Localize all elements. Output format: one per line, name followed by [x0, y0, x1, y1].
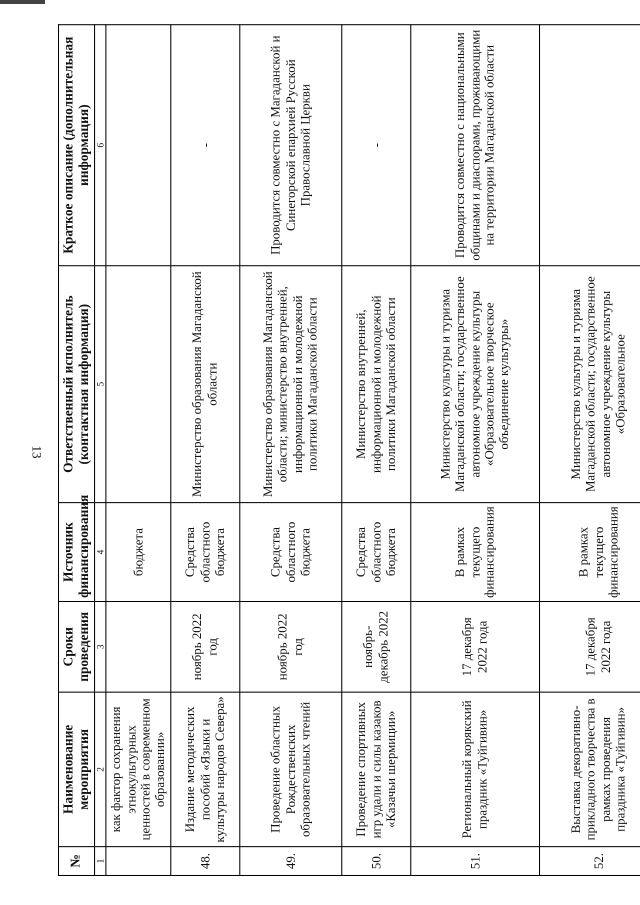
- description: Проводится совместно с Магаданской и Синегорской епархией Русской Православной Церкви: [240, 25, 342, 266]
- column-number: 6: [94, 25, 106, 266]
- description: -: [341, 25, 410, 266]
- event-name: как фактор сохранения этнокультурных ценностей в современном образовании»: [106, 692, 170, 847]
- header-executor: Ответственный исполнитель (контактная информация): [59, 266, 95, 503]
- executor: Министерство образования Магаданской области; министерство внутренней, информационной и молодежной политики Магаданской области: [240, 266, 342, 503]
- event-name: Выставка декоративно-прикладного творчества в рамках проведения праздника «Туйгивин»: [539, 692, 640, 847]
- column-number-row: [94, 25, 106, 876]
- funding-source: Средства областного бюджета: [341, 503, 410, 602]
- row-number: 49.: [240, 847, 342, 876]
- description: [106, 25, 170, 266]
- row-number: 52.: [539, 847, 640, 876]
- table-row: [240, 25, 342, 876]
- header-row: [59, 25, 95, 876]
- event-name: Проведение спортивных игр удали и силы казаков «Казачьи шермиции»: [341, 692, 410, 847]
- executor: [106, 266, 170, 503]
- row-number: 48.: [170, 847, 239, 876]
- description: -: [170, 25, 239, 266]
- header-description: Краткое описание (дополнительная информация): [59, 25, 95, 266]
- executor: Министерство культуры и туризма Магаданской области; государственное автономное учреждение культуры «Образовательное: [539, 266, 640, 503]
- column-number: 3: [94, 602, 106, 693]
- column-number: 5: [94, 266, 106, 503]
- event-dates: ноябрь 2022 год: [240, 602, 342, 693]
- event-name: Издание методических пособий «Языки и культуры народов Севера»: [170, 692, 239, 847]
- row-number: [106, 847, 170, 876]
- header-event-name: Наименование мероприятия: [59, 692, 95, 847]
- executor: Министерство внутренней, информационной и молодежной политики Магаданской области: [341, 266, 410, 503]
- funding-source: бюджета: [106, 503, 170, 602]
- executor: Министерство образования Магаданской области: [170, 266, 239, 503]
- page-number: 13: [29, 445, 45, 459]
- column-number: 1: [94, 847, 106, 876]
- funding-source: Средства областного бюджета: [240, 503, 342, 602]
- event-dates: ноябрь-декабрь 2022: [341, 602, 410, 693]
- row-number: 50.: [341, 847, 410, 876]
- event-dates: ноябрь 2022 год: [170, 602, 239, 693]
- funding-source: В рамках текущего финансирования: [410, 503, 539, 602]
- events-table: [58, 24, 640, 876]
- event-dates: 17 декабря 2022 года: [410, 602, 539, 693]
- description: [539, 25, 640, 266]
- table-row: [539, 25, 640, 876]
- header-number: №: [59, 847, 95, 876]
- row-number: 51.: [410, 847, 539, 876]
- executor: Министерство культуры и туризма Магаданской области; государственное автономное учреждение культуры «Образовательное творческое объединение культуры»: [410, 266, 539, 503]
- funding-source: Средства областного бюджета: [170, 503, 239, 602]
- events-table-container: [58, 25, 628, 876]
- description: Проводится совместно с национальными общинами и диаспорами, проживающими на территории Магаданской области: [410, 25, 539, 266]
- table-row: [106, 25, 170, 876]
- header-dates: Сроки проведения: [59, 602, 95, 693]
- event-name: Проведение областных Рождественских образовательных чтений: [240, 692, 342, 847]
- column-number: 2: [94, 692, 106, 847]
- event-dates: 17 декабря 2022 года: [539, 602, 640, 693]
- table-row: [410, 25, 539, 876]
- event-name: Региональный корякский праздник «Туйгивин»: [410, 692, 539, 847]
- table-row: [170, 25, 239, 876]
- scan-edge-mark: [0, 0, 45, 4]
- funding-source: В рамках текущего финансирования: [539, 503, 640, 602]
- event-dates: [106, 602, 170, 693]
- header-funding-source: Источник финансирования: [59, 503, 95, 602]
- table-row: [341, 25, 410, 876]
- column-number: 4: [94, 503, 106, 602]
